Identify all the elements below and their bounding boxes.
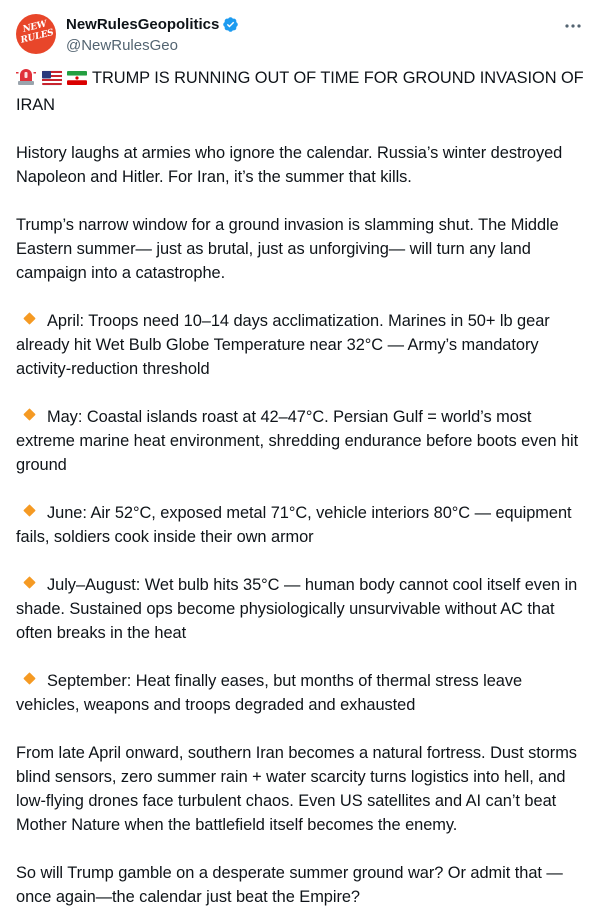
bullet-item-june	[16, 501, 584, 549]
post-title-paragraph	[16, 66, 584, 117]
orange-diamond-icon	[23, 504, 35, 516]
verified-badge-icon[interactable]	[222, 16, 239, 33]
bullet-item-july-august	[16, 573, 584, 645]
display-name-row	[66, 14, 239, 34]
emoji-group	[16, 68, 88, 93]
post-header	[16, 12, 583, 56]
bullet-item-april	[16, 309, 584, 381]
post-title: TRUMP IS RUNNING OUT OF TIME FOR GROUND INVASION OF IRAN	[16, 69, 584, 114]
bullet-text: April: Troops need 10–14 days acclimatization. Marines in 50+ lb gear already hit Wet Bulb Globe Temperature near 32°C — Army’s mandatory activity-reduction threshold	[16, 312, 550, 378]
paragraph-window: Trump’s narrow window for a ground invasion is slamming shut. The Middle Eastern summer— just as brutal, just as unforgiving— will turn any land campaign into a catastrophe.	[16, 216, 559, 282]
bullet-item-may	[16, 405, 584, 477]
paragraph-fortress: From late April onward, southern Iran becomes a natural fortress. Dust storms blind sensors, zero summer rain + water scarcity turns logistics into hell, and low-flying drones face turbulent chaos. Even US satellites and AI can’t beat Mother Nature when the battlefield itself becomes the enemy.	[16, 744, 577, 834]
avatar[interactable]	[16, 14, 56, 54]
display-name[interactable]: NewRulesGeopolitics	[66, 15, 220, 33]
paragraph-question: So will Trump gamble on a desperate summer ground war? Or admit that —once again—the calendar just beat the Empire?	[16, 864, 563, 906]
bullet-text: June: Air 52°C, exposed metal 71°C, vehicle interiors 80°C — equipment fails, soldiers cook inside their own armor	[16, 504, 572, 546]
more-options-icon[interactable]	[563, 16, 583, 36]
post-text	[16, 66, 584, 909]
bullet-text: May: Coastal islands roast at 42–47°C. Persian Gulf = world’s most extreme marine heat environment, shredding endurance before boots even hit ground	[16, 408, 579, 474]
police-light-emoji	[16, 68, 36, 86]
orange-diamond-icon	[23, 312, 35, 324]
orange-diamond-icon	[23, 408, 35, 420]
iran-flag-emoji	[67, 70, 87, 86]
bullet-item-september	[16, 669, 584, 717]
paragraph-intro: History laughs at armies who ignore the calendar. Russia’s winter destroyed Napoleon and Hitler. For Iran, it’s the summer that kills.	[16, 144, 563, 186]
bullet-text: July–August: Wet bulb hits 35°C — human body cannot cool itself even in shade. Sustained ops become physiologically unsurvivable without AC that often breaks in the heat	[16, 576, 578, 642]
author-info	[66, 14, 239, 56]
orange-diamond-icon	[23, 672, 35, 684]
handle[interactable]: @NewRulesGeo	[66, 37, 178, 54]
orange-diamond-icon	[23, 576, 35, 588]
bullet-text: September: Heat finally eases, but months of thermal stress leave vehicles, weapons and troops degraded and exhausted	[16, 672, 523, 714]
avatar-logo-text: NEW RULES	[19, 19, 55, 46]
us-flag-emoji	[42, 70, 62, 86]
